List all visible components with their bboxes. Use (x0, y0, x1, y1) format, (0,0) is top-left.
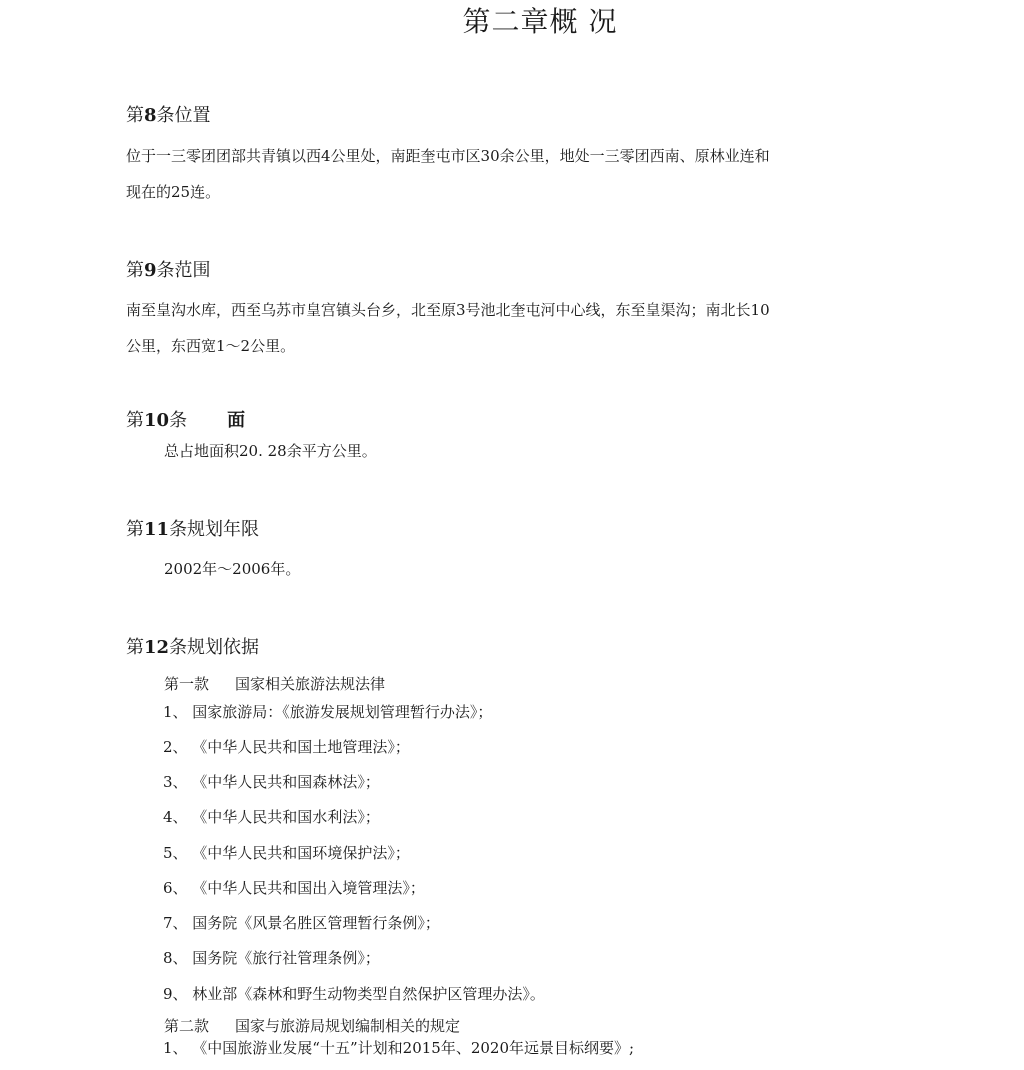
article-9-heading (126, 256, 211, 282)
clause-1-heading (164, 673, 385, 694)
article-8-heading (126, 101, 211, 127)
article-title: 条规划年限 (169, 519, 260, 540)
clause-2-heading (164, 1015, 460, 1036)
article-title: 条位置 (156, 105, 211, 126)
article-number: 10 (144, 410, 170, 431)
article-8-line-1: 位于一三零团团部共青镇以西4公里处，南距奎屯市区30余公里，地处一三零团西南、原林业连和 (126, 147, 770, 165)
article-11-heading (126, 515, 259, 541)
article-title-word: 面 (227, 410, 246, 431)
article-title: 条 (169, 410, 188, 431)
list-item: 2、 《中华人民共和国土地管理法》； (163, 738, 410, 756)
article-prefix: 第 (126, 410, 144, 431)
article-9-line-1: 南至皇沟水库，西至乌苏市皇宫镇头台乡，北至原3号池北奎屯河中心线，东至皇渠沟；南北长10 (126, 301, 770, 319)
list-item: 4、 《中华人民共和国水利法》； (163, 808, 380, 826)
list-item: 8、 国务院《旅行社管理条例》； (163, 949, 380, 967)
clause-title: 国家与旅游局规划编制相关的规定 (235, 1017, 461, 1035)
article-prefix: 第 (126, 637, 144, 658)
article-title: 条规划依据 (169, 637, 260, 658)
article-number: 12 (144, 637, 170, 658)
chapter-title: 第二章概 况 (462, 5, 618, 38)
article-prefix: 第 (126, 105, 144, 126)
article-number: 11 (144, 519, 170, 540)
article-10-heading (126, 406, 245, 432)
clause-label: 第二款 (164, 1017, 210, 1035)
clause-label: 第一款 (164, 675, 210, 693)
article-12-heading (126, 633, 259, 659)
article-8-line-2: 现在的25连。 (126, 183, 221, 201)
article-10-line-1: 总占地面积20. 28余平方公里。 (164, 442, 377, 460)
list-item: 6、 《中华人民共和国出入境管理法》； (163, 879, 425, 897)
list-item: 7、 国务院《风景名胜区管理暂行条例》； (163, 914, 440, 932)
article-9-line-2: 公里，东西宽1～2公里。 (126, 337, 296, 355)
clause-title: 国家相关旅游法规法律 (235, 675, 386, 693)
list-item: 1、 国家旅游局：《旅游发展规划管理暂行办法》； (163, 703, 493, 721)
article-11-line-1: 2002年～2006年。 (164, 560, 301, 578)
list-item: 3、 《中华人民共和国森林法》； (163, 773, 380, 791)
article-number: 8 (144, 105, 157, 126)
list-item: 9、 林业部《森林和野生动物类型自然保护区管理办法》。 (163, 985, 545, 1003)
article-prefix: 第 (126, 260, 144, 281)
article-number: 9 (144, 260, 157, 281)
list-item: 5、 《中华人民共和国环境保护法》； (163, 844, 410, 862)
list-item: 1、 《中国旅游业发展“十五”计划和2015年、2020年远景目标纲要》; (163, 1039, 635, 1057)
article-prefix: 第 (126, 519, 144, 540)
article-title: 条范围 (156, 260, 211, 281)
